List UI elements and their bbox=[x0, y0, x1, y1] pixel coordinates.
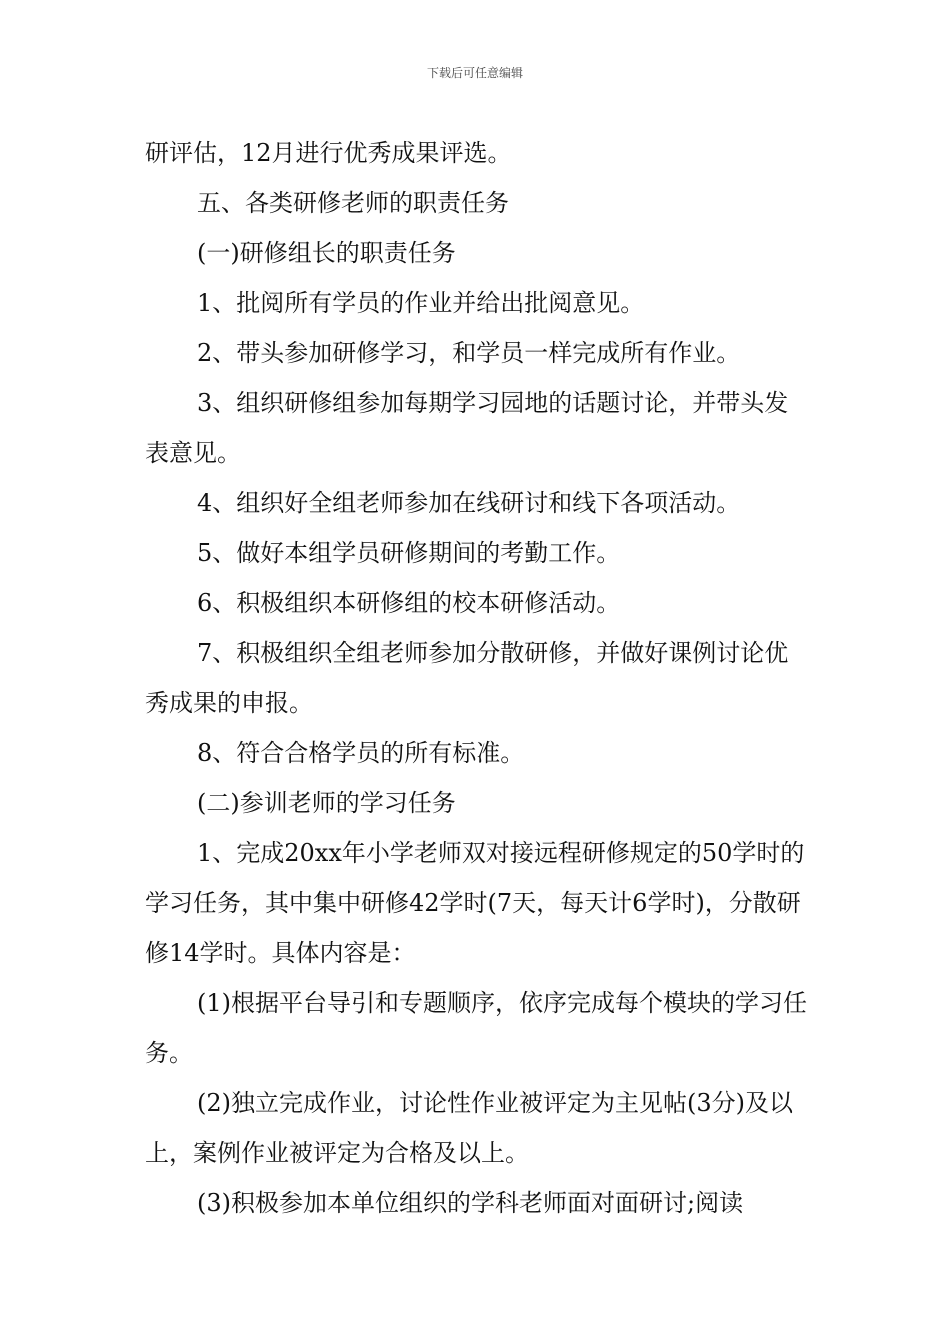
page-header: 下载后可任意编辑 bbox=[426, 66, 523, 80]
sub-list-item: (1)根据平台导引和专题顺序，依序完成每个模块的学习任务。 bbox=[145, 989, 807, 1067]
document-body bbox=[145, 128, 810, 1228]
list-item: 3、组织研修组参加每期学习园地的话题讨论，并带头发表意见。 bbox=[145, 389, 789, 467]
list-item: 7、积极组织全组老师参加分散研修，并做好课例讨论优秀成果的申报。 bbox=[145, 639, 789, 717]
list-item: 6、积极组织本研修组的校本研修活动。 bbox=[197, 589, 621, 617]
paragraph: 研评估，12月进行优秀成果评选。 bbox=[145, 139, 512, 167]
subsection-heading: (二)参训老师的学习任务 bbox=[197, 789, 456, 817]
section-heading: 五、各类研修老师的职责任务 bbox=[197, 189, 509, 217]
list-item: 8、符合合格学员的所有标准。 bbox=[197, 739, 525, 767]
sub-list-item: (2)独立完成作业，讨论性作业被评定为主见帖(3分)及以上，案例作业被评定为合格及以上。 bbox=[145, 1089, 793, 1167]
list-item: 1、批阅所有学员的作业并给出批阅意见。 bbox=[197, 289, 645, 317]
list-item: 4、组织好全组老师参加在线研讨和线下各项活动。 bbox=[197, 489, 741, 517]
list-item: 5、做好本组学员研修期间的考勤工作。 bbox=[197, 539, 621, 567]
subsection-heading: (一)研修组长的职责任务 bbox=[197, 239, 456, 267]
list-item: 1、完成20xx年小学老师双对接远程研修规定的50学时的学习任务，其中集中研修42学时(7天，每天计6学时)，分散研修14学时。具体内容是： bbox=[145, 839, 805, 967]
sub-list-item: (3)积极参加本单位组织的学科老师面对面研讨;阅读 bbox=[197, 1189, 744, 1217]
list-item: 2、带头参加研修学习，和学员一样完成所有作业。 bbox=[197, 339, 741, 367]
